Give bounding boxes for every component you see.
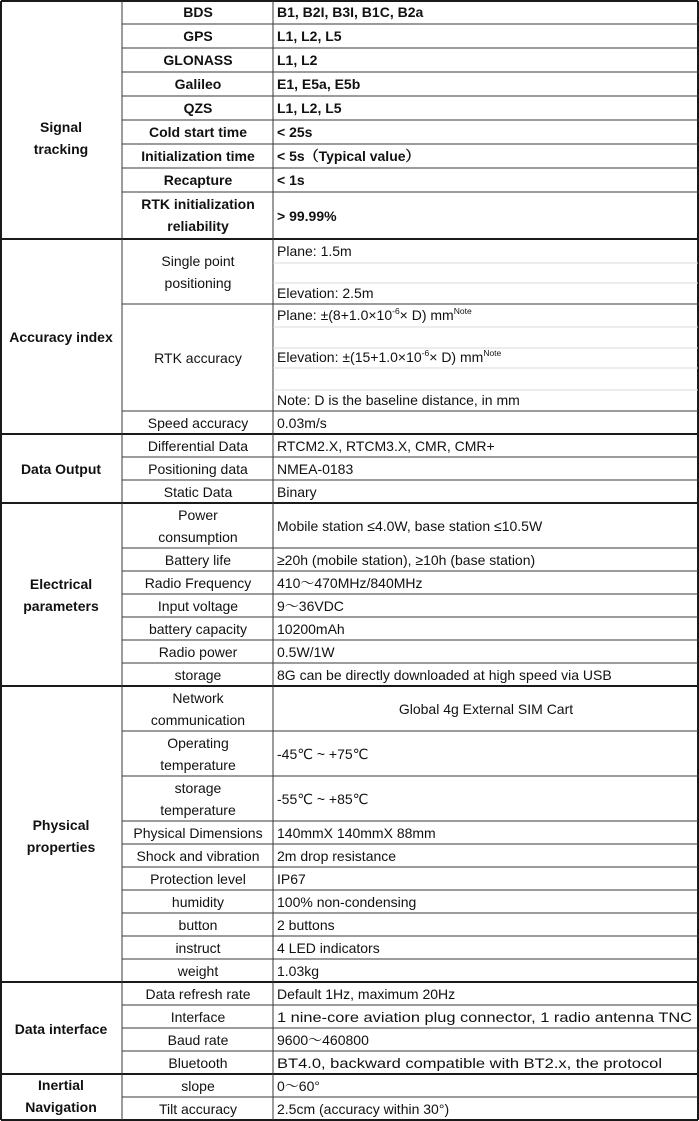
rtk-elevation-suffix: × D) mm bbox=[429, 349, 484, 365]
value-power-consumption: Mobile station ≤4.0W, base station ≤10.5W bbox=[277, 518, 543, 534]
param-battery-capacity: battery capacity bbox=[148, 621, 248, 637]
param-cold-start-time: Cold start time bbox=[148, 124, 248, 140]
value-humidity: 100% non-condensing bbox=[277, 894, 417, 910]
value-weight: 1.03kg bbox=[277, 963, 320, 979]
param-bds: BDS bbox=[183, 4, 213, 20]
param-power-consumption: Power consumption bbox=[158, 507, 238, 545]
value-shock-and-vibration: 2m drop resistance bbox=[277, 848, 397, 864]
value-recapture: < 1s bbox=[277, 172, 305, 188]
param-physical-dimensions: Physical Dimensions bbox=[133, 825, 263, 841]
value-bds: B1, B2I, B3I, B1C, B2a bbox=[277, 4, 424, 20]
param-radio-frequency: Radio Frequency bbox=[144, 575, 252, 591]
param-shock-and-vibration: Shock and vibration bbox=[136, 848, 260, 864]
rtk-plane-suffix: × D) mm bbox=[399, 307, 454, 323]
value-single-point-elevation: Elevation: 2.5m bbox=[277, 285, 374, 301]
param-galileo: Galileo bbox=[174, 76, 222, 92]
value-data-refresh-rate: Default 1Hz, maximum 20Hz bbox=[277, 986, 456, 1002]
value-radio-power: 0.5W/1W bbox=[277, 644, 335, 660]
section-label-accuracy-index: Accuracy index bbox=[9, 329, 113, 345]
param-battery-life: Battery life bbox=[164, 552, 232, 568]
value-storage-temperature: -55℃ ~ +85℃ bbox=[277, 791, 369, 807]
value-battery-capacity: 10200mAh bbox=[277, 621, 345, 637]
param-bluetooth: Bluetooth bbox=[168, 1055, 228, 1071]
param-tilt-accuracy: Tilt accuracy bbox=[158, 1101, 238, 1117]
param-input-voltage: Input voltage bbox=[157, 598, 239, 614]
param-interface: Interface bbox=[170, 1009, 226, 1025]
value-qzs: L1, L2, L5 bbox=[277, 100, 342, 116]
value-initialization-time: < 5s（Typical value） bbox=[277, 148, 420, 164]
section-label-physical-properties: Physical properties bbox=[26, 817, 96, 855]
rtk-plane-exponent: -6 bbox=[392, 306, 400, 316]
value-speed-accuracy: 0.03m/s bbox=[277, 415, 327, 431]
value-glonass: L1, L2 bbox=[277, 52, 318, 68]
value-instruct: 4 LED indicators bbox=[277, 940, 380, 956]
value-galileo: E1, E5a, E5b bbox=[277, 76, 361, 92]
param-storage: storage bbox=[174, 667, 222, 683]
param-rtk-initialization-reliability: RTK initialization reliability bbox=[141, 196, 255, 234]
value-rtk-elevation bbox=[277, 348, 502, 365]
param-radio-power: Radio power bbox=[158, 644, 238, 660]
param-data-refresh-rate: Data refresh rate bbox=[145, 986, 251, 1002]
param-storage-temperature: storage temperature bbox=[160, 780, 236, 818]
rtk-elevation-note-sup: Note bbox=[483, 348, 502, 358]
value-interface: 1 nine-core aviation plug connector, 1 radio antenna TNC bbox=[277, 1009, 692, 1025]
value-single-point-plane: Plane: 1.5m bbox=[277, 243, 352, 259]
value-differential-data: RTCM2.X, RTCM3.X, CMR, CMR+ bbox=[277, 438, 495, 454]
param-operating-temperature: Operating temperature bbox=[160, 735, 236, 773]
value-baud-rate: 9600～460800 bbox=[277, 1032, 369, 1048]
section-label-signal-tracking: Signal tracking bbox=[33, 119, 89, 157]
value-gps: L1, L2, L5 bbox=[277, 28, 342, 44]
section-label-data-output: Data Output bbox=[20, 461, 102, 477]
param-speed-accuracy: Speed accuracy bbox=[147, 415, 249, 431]
value-radio-frequency: 410～470MHz/840MHz bbox=[277, 575, 423, 591]
rtk-plane-prefix: Plane: ±(8+1.0×10 bbox=[277, 307, 393, 323]
value-tilt-accuracy: 2.5cm (accuracy within 30°) bbox=[277, 1101, 450, 1117]
param-qzs: QZS bbox=[183, 100, 213, 116]
param-static-data: Static Data bbox=[163, 484, 233, 500]
section-label-data-interface: Data interface bbox=[14, 1021, 108, 1037]
param-gps: GPS bbox=[183, 28, 213, 44]
value-static-data: Binary bbox=[277, 484, 317, 500]
value-operating-temperature: -45℃ ~ +75℃ bbox=[277, 746, 369, 762]
value-rtk-plane bbox=[277, 306, 472, 323]
param-slope: slope bbox=[181, 1078, 215, 1094]
value-network-communication: Global 4g External SIM Cart bbox=[398, 701, 574, 717]
value-slope: 0～60° bbox=[277, 1078, 320, 1094]
value-rtk-initialization-reliability: > 99.99% bbox=[277, 208, 337, 224]
rtk-plane-note-sup: Note bbox=[453, 306, 472, 316]
param-button: button bbox=[178, 917, 218, 933]
value-battery-life: ≥20h (mobile station), ≥10h (base station) bbox=[277, 552, 536, 568]
param-positioning-data: Positioning data bbox=[148, 461, 248, 477]
param-single-point-positioning: Single point positioning bbox=[161, 253, 235, 291]
param-protection-level: Protection level bbox=[150, 871, 246, 887]
value-physical-dimensions: 140mmX 140mmX 88mm bbox=[277, 825, 436, 841]
rtk-elevation-exponent: -6 bbox=[421, 348, 430, 358]
param-weight: weight bbox=[177, 963, 219, 979]
rtk-elevation-prefix: Elevation: ±(15+1.0×10 bbox=[277, 349, 422, 365]
value-input-voltage: 9～36VDC bbox=[277, 598, 344, 614]
value-cold-start-time: < 25s bbox=[277, 124, 313, 140]
param-initialization-time: Initialization time bbox=[141, 148, 255, 164]
value-button: 2 buttons bbox=[277, 917, 335, 933]
value-rtk-note: Note: D is the baseline distance, in mm bbox=[277, 392, 520, 408]
section-label-inertial-navigation: Inertial Navigation bbox=[25, 1077, 97, 1115]
param-baud-rate: Baud rate bbox=[167, 1032, 229, 1048]
value-protection-level: IP67 bbox=[277, 871, 306, 887]
param-glonass: GLONASS bbox=[163, 52, 233, 68]
value-storage: 8G can be directly downloaded at high speed via USB bbox=[277, 667, 612, 683]
value-bluetooth: BT4.0, backward compatible with BT2.x, the protocol bbox=[277, 1055, 662, 1071]
param-recapture: Recapture bbox=[163, 172, 233, 188]
param-network-communication: Network communication bbox=[150, 690, 246, 728]
section-label-electrical-parameters: Electrical parameters bbox=[23, 576, 99, 614]
param-rtk-accuracy: RTK accuracy bbox=[154, 350, 242, 366]
param-humidity: humidity bbox=[171, 894, 225, 910]
value-positioning-data: NMEA-0183 bbox=[277, 461, 354, 477]
param-instruct: instruct bbox=[175, 940, 221, 956]
param-differential-data: Differential Data bbox=[147, 438, 249, 454]
